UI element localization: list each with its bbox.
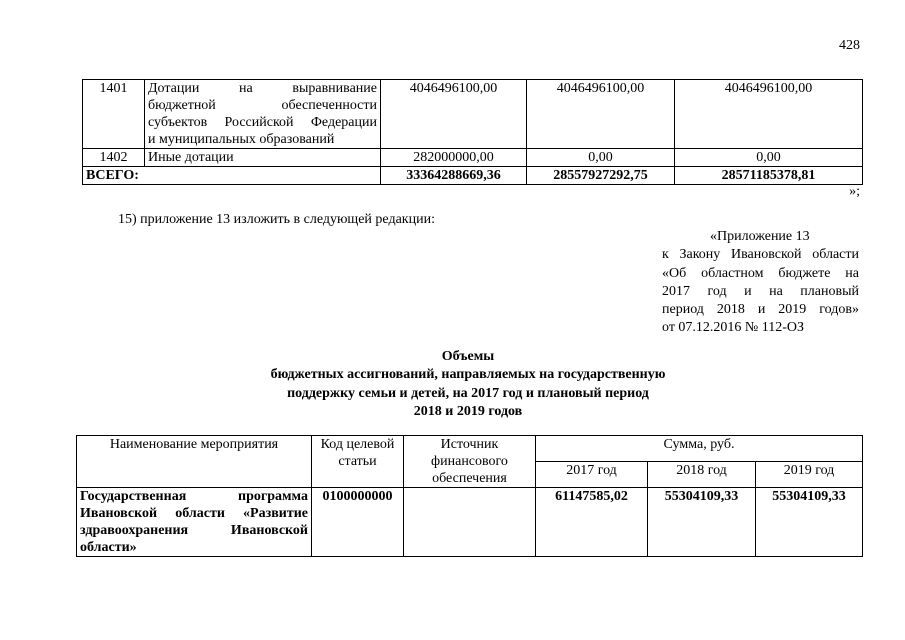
header-year-2017: 2017 год — [536, 462, 648, 488]
row-name — [77, 488, 312, 557]
row-name-line: области» — [80, 540, 137, 555]
header-source — [404, 436, 536, 488]
table-row — [83, 80, 863, 149]
row-name-line: бюджетной обеспеченности — [148, 98, 377, 113]
row-value-2019: 0,00 — [675, 149, 863, 167]
heading-line: 2018 и 2019 годов — [413, 403, 523, 419]
header-code-line: Код целевой — [320, 437, 395, 452]
row-value-2018: 55304109,33 — [648, 488, 756, 557]
appendix-line: «Приложение 13 — [710, 229, 810, 244]
row-source — [404, 488, 536, 557]
row-name: Иные дотации — [145, 149, 381, 167]
row-value-2017: 282000000,00 — [381, 149, 527, 167]
instruction-text: 15) приложение 13 изложить в следующей редакции: — [118, 212, 435, 227]
table-row — [77, 488, 863, 557]
row-name-line: субъектов Российской Федерации — [148, 115, 377, 130]
row-code: 1402 — [83, 149, 145, 167]
closing-quote: »; — [849, 184, 860, 199]
header-name: Наименование мероприятия — [77, 436, 312, 488]
header-sum: Сумма, руб. — [536, 436, 863, 462]
appendix-line: к Закону Ивановской области — [662, 247, 859, 263]
row-name-line: Государственная программа — [80, 489, 308, 504]
row-name-line: Ивановской области «Развитие — [80, 506, 308, 521]
page-number: 428 — [839, 38, 860, 53]
document-heading — [180, 348, 756, 421]
total-2019: 28571185378,81 — [675, 167, 863, 185]
heading-line: Объемы — [441, 349, 495, 364]
row-value-2019: 55304109,33 — [756, 488, 863, 557]
table-row — [83, 149, 863, 167]
header-source-line: обеспечения — [432, 471, 507, 486]
row-value-2017: 61147585,02 — [536, 488, 648, 557]
row-name — [145, 80, 381, 149]
table-header-row — [77, 436, 863, 462]
header-year-2018: 2018 год — [648, 462, 756, 488]
row-value-2017: 4046496100,00 — [381, 80, 527, 149]
appendix-line: «Об областном бюджете на — [662, 265, 859, 281]
row-name-line: Дотации на выравнивание — [148, 81, 377, 96]
budget-table-family-support — [76, 435, 863, 557]
row-value-2019: 4046496100,00 — [675, 80, 863, 149]
appendix-line: 2017 год и на плановый — [662, 283, 859, 299]
row-code: 0100000000 — [312, 488, 404, 557]
row-value-2018: 0,00 — [527, 149, 675, 167]
appendix-line: от 07.12.2016 № 112-ОЗ — [662, 320, 805, 336]
row-name-line: и муниципальных образований — [148, 132, 335, 147]
heading-line: поддержку семьи и детей, на 2017 год и плановый период — [287, 385, 649, 401]
budget-table-dotations — [82, 79, 863, 185]
header-code-line: статьи — [338, 454, 377, 469]
appendix-line: период 2018 и 2019 годов» — [662, 302, 859, 318]
header-source-line: Источник — [440, 437, 499, 452]
row-value-2018: 4046496100,00 — [527, 80, 675, 149]
header-year-2019: 2019 год — [756, 462, 863, 488]
row-name-line: здравоохранения Ивановской — [80, 523, 308, 538]
total-label: ВСЕГО: — [83, 167, 381, 185]
total-2018: 28557927292,75 — [527, 167, 675, 185]
heading-line: бюджетных ассигнований, направляемых на государственную — [270, 367, 666, 383]
header-source-line: финансового — [431, 454, 508, 469]
row-code: 1401 — [83, 80, 145, 149]
total-2017: 33364288669,36 — [381, 167, 527, 185]
appendix-reference — [662, 228, 859, 338]
header-code — [312, 436, 404, 488]
table-total-row — [83, 167, 863, 185]
